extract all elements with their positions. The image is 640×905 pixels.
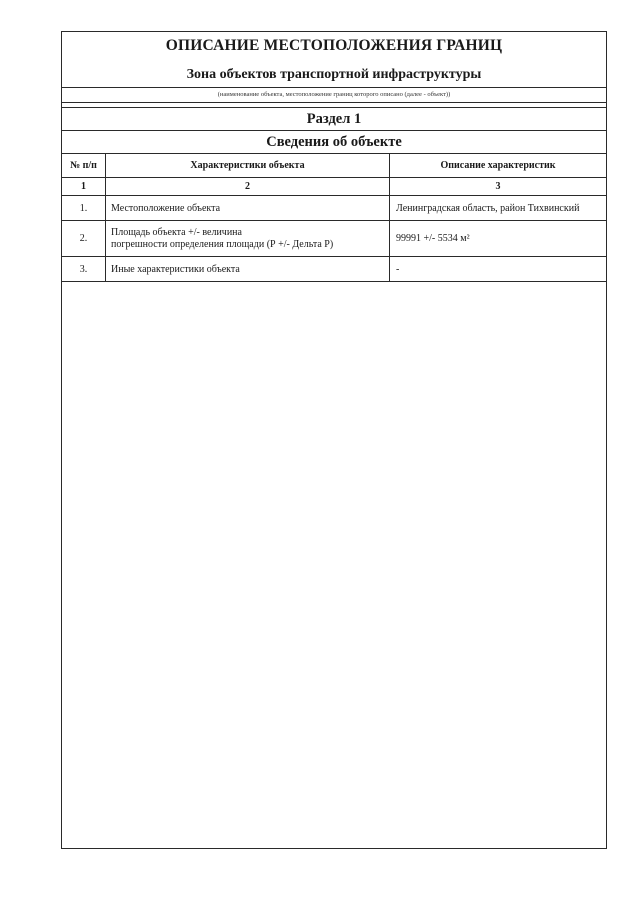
table-header-row	[62, 153, 606, 178]
row-characteristic	[106, 221, 390, 256]
table-row	[62, 196, 606, 221]
column-number-3: 3	[495, 181, 501, 192]
document-frame	[61, 31, 607, 849]
row-description: -	[396, 263, 400, 275]
header-description: Описание характеристик	[440, 159, 556, 171]
column-number-2: 2	[106, 178, 390, 195]
object-name-caption: (наименование объекта, местоположение границ которого описано (далее - объект))	[217, 90, 451, 98]
row-characteristic-line: Площадь объекта +/- величина	[111, 226, 242, 238]
row-number: 3.	[62, 257, 106, 281]
divider	[62, 102, 606, 103]
header-characteristic: Характеристики объекта	[106, 153, 390, 177]
document-title: ОПИСАНИЕ МЕСТОПОЛОЖЕНИЯ ГРАНИЦ	[165, 37, 503, 54]
row-characteristic: Иные характеристики объекта	[106, 257, 390, 281]
object-name: Зона объектов транспортной инфраструктуры	[186, 67, 482, 82]
column-number-1: 1	[62, 178, 106, 195]
row-characteristic-line: погрешности определения площади (Р +/- Дельта Р)	[111, 238, 334, 250]
table-column-number-row	[62, 178, 606, 196]
row-number: 1.	[62, 196, 106, 220]
header-number: № п/п	[62, 153, 106, 177]
section-title: Сведения об объекте	[266, 133, 402, 150]
row-characteristic: Местоположение объекта	[106, 196, 390, 220]
row-number: 2.	[62, 221, 106, 256]
row-description: 99991 +/- 5534 м²	[396, 233, 470, 244]
row-description: Ленинградская область, район Тихвинский	[396, 202, 580, 214]
section-label: Раздел 1	[306, 110, 362, 127]
table-row	[62, 221, 606, 257]
table-row	[62, 257, 606, 282]
